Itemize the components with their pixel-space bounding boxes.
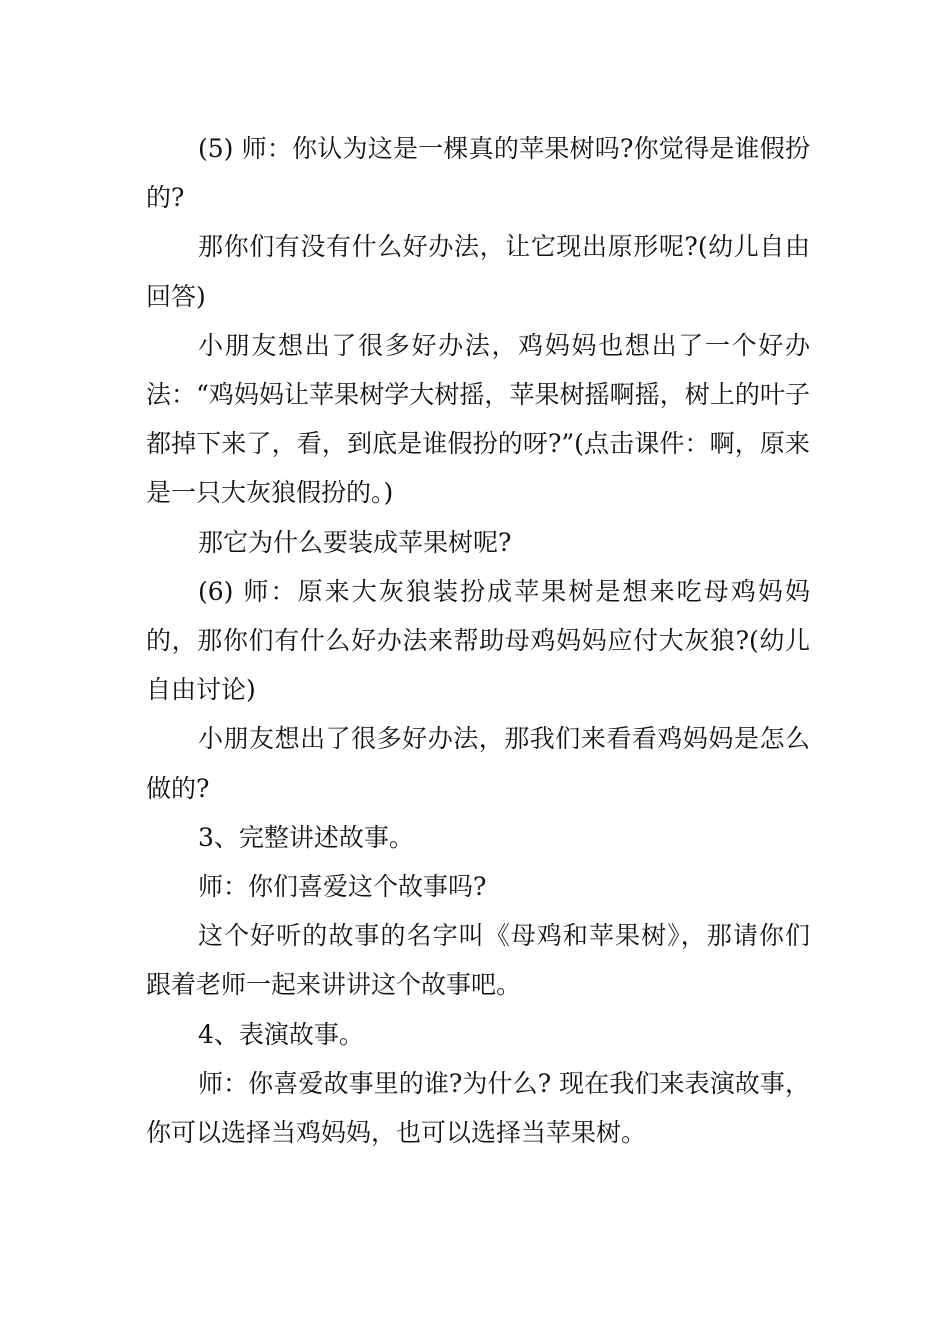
paragraph-hen-idea: 小朋友想出了很多好办法，鸡妈妈也想出了一个好办法：“鸡妈妈让苹果树学大树摇，苹果树摇啊摇，树上的叶子都掉下来了，看，到底是谁假扮的呀?”(点击课件：啊，原来是一只大灰狼假扮的。) — [146, 330, 810, 508]
paragraph-how-hen-did: 小朋友想出了很多好办法，那我们来看看鸡妈妈是怎么做的? — [146, 724, 810, 803]
paragraph-story-name: 这个好听的故事的名字叫《母鸡和苹果树》，那请你们跟着老师一起来讲讲这个故事吧。 — [146, 921, 810, 1000]
paragraph-why-apple-tree: 那它为什么要装成苹果树呢? — [198, 527, 512, 557]
paragraph-reveal-question: 那你们有没有什么好办法，让它现出原形呢?(幼儿自由回答) — [146, 232, 810, 311]
paragraph-teacher-question-6: (6) 师：原来大灰狼装扮成苹果树是想来吃母鸡妈妈的，那你们有什么好办法来帮助母鸡妈妈应付大灰狼?(幼儿自由讨论) — [146, 576, 810, 705]
section-heading-3: 3、完整讲述故事。 — [198, 822, 414, 852]
section-heading-4: 4、表演故事。 — [198, 1019, 364, 1049]
paragraph-perform-story: 师：你喜爱故事里的谁?为什么? 现在我们来表演故事，你可以选择当鸡妈妈，也可以选择当苹果树。 — [146, 1068, 810, 1148]
document-body — [146, 124, 810, 1157]
paragraph-like-story: 师：你们喜爱这个故事吗? — [198, 872, 487, 902]
paragraph-teacher-question-5: (5) 师：你认为这是一棵真的苹果树吗?你觉得是谁假扮的? — [146, 134, 810, 213]
